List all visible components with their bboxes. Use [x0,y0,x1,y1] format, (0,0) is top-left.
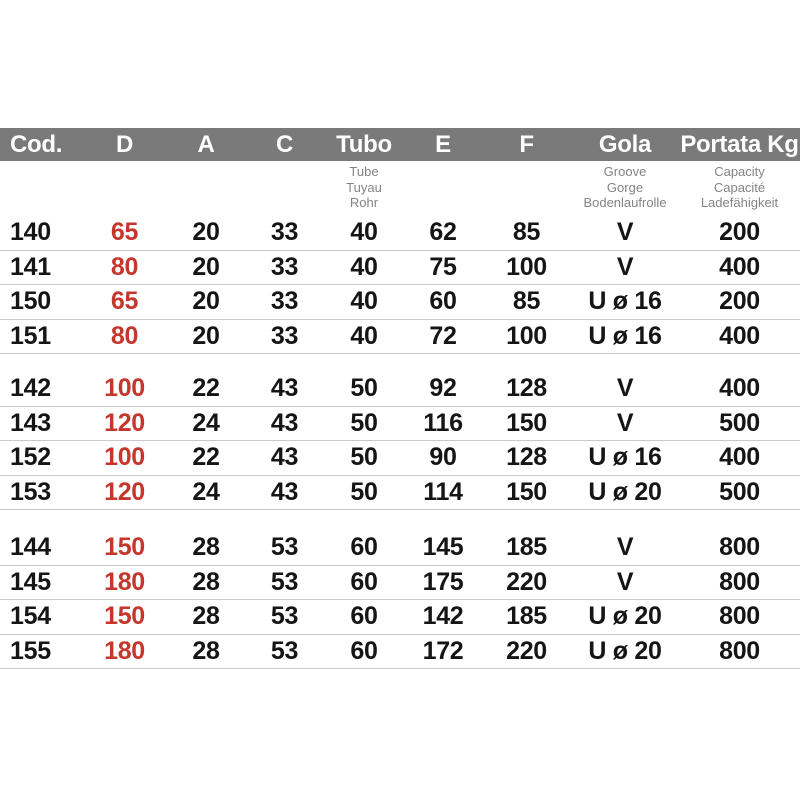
table-row-152 [0,441,800,476]
cell-f: 150 [506,408,547,437]
subheader-cell-cod [0,164,82,216]
subheader-label: Rohr [349,195,379,210]
cell-d: 150 [104,533,145,562]
cell-portata: 400 [719,374,760,403]
cell-f: 220 [506,636,547,665]
table-row-144 [0,531,800,566]
cell-d: 65 [110,287,139,316]
cell-d: 180 [104,567,145,596]
cell-a: 28 [192,602,220,631]
cell-a: 20 [192,252,220,281]
cell-cod: 151 [10,321,51,350]
cell-gola: U ø 16 [588,443,662,472]
cell-e: 60 [429,287,457,316]
cell-f: 185 [506,533,547,562]
row-group-1 [0,216,800,354]
cell-f: 128 [506,443,547,472]
table-row-150 [0,285,800,320]
cell-e: 142 [422,602,464,631]
subheader-cell-gola [571,164,679,216]
cell-d: 180 [104,636,145,665]
cell-cod: 150 [10,287,51,316]
cell-cod: 155 [10,636,51,665]
cell-portata: 400 [719,443,760,472]
cell-e: 175 [422,567,464,596]
cell-portata: 200 [719,287,760,316]
cell-f: 185 [506,602,547,631]
cell-c: 53 [270,636,299,665]
cell-c: 33 [270,252,299,281]
cell-f: 128 [506,374,547,403]
cell-c: 53 [270,602,299,631]
cell-a: 28 [192,567,220,596]
cell-d: 100 [104,443,145,472]
cell-gola: U ø 20 [588,636,662,665]
cell-e: 75 [429,252,457,281]
cell-cod: 154 [10,602,51,631]
cell-c: 33 [270,218,299,247]
header-cell-portata: Portata Kg [680,130,799,158]
cell-f: 150 [506,477,547,506]
cell-tubo: 60 [350,602,378,631]
cell-f: 100 [506,252,547,281]
cell-a: 28 [192,636,220,665]
table-row-141 [0,251,800,286]
cell-cod: 142 [10,374,51,403]
header-cell-f: F [519,130,534,158]
cell-gola: V [616,533,634,562]
subheader-label: Gorge [606,179,644,195]
row-group-2 [0,372,800,510]
cell-f: 100 [506,321,547,350]
table-row-151 [0,320,800,355]
subheader-cell-c [245,164,324,216]
cell-tubo: 50 [350,477,378,506]
cell-tubo: 60 [350,636,378,665]
cell-c: 53 [270,567,299,596]
cell-a: 24 [192,477,220,506]
cell-d: 65 [110,218,139,247]
cell-d: 120 [104,477,145,506]
subheader-label: Tuyau [346,179,382,195]
cell-gola: V [616,408,634,437]
cell-d: 100 [104,374,145,403]
cell-cod: 152 [10,443,51,472]
cell-c: 33 [270,321,299,350]
cell-cod: 144 [10,533,51,562]
table-row-145 [0,566,800,601]
table-row-143 [0,407,800,442]
cell-gola: V [616,218,634,247]
header-cell-tubo: Tubo [336,130,392,158]
cell-gola: V [616,252,634,281]
cell-d: 80 [110,321,139,350]
cell-c: 43 [270,374,299,403]
cell-c: 43 [270,477,299,506]
subheader-label: Groove [603,164,647,179]
cell-f: 85 [512,287,541,316]
cell-tubo: 60 [350,567,378,596]
cell-tubo: 40 [350,252,378,281]
subheader-cell-portata [679,164,800,216]
cell-a: 20 [192,218,220,247]
cell-e: 114 [423,477,463,506]
subheader-cell-e [404,164,482,216]
cell-f: 220 [506,567,547,596]
header-cell-d: D [115,130,134,158]
header-cell-gola: Gola [598,130,652,158]
cell-cod: 140 [10,218,51,247]
cell-e: 145 [422,533,464,562]
header-cell-e: E [435,130,451,158]
cell-gola: U ø 16 [588,287,662,316]
cell-e: 72 [429,321,457,350]
cell-c: 43 [270,443,299,472]
cell-tubo: 40 [350,321,378,350]
cell-gola: U ø 20 [588,477,662,506]
subheader-label: Ladefähigkeit [700,195,779,210]
cell-gola: V [616,567,634,596]
table-row-142 [0,372,800,407]
cell-e: 172 [422,636,464,665]
row-group-3 [0,531,800,669]
header-cell-a: A [197,130,215,158]
subheader-cell-a [167,164,245,216]
cell-cod: 153 [10,477,51,506]
subheader-label: Capacity [714,164,765,179]
subheader-label: Tube [349,164,379,179]
table-row-154 [0,600,800,635]
cell-a: 22 [192,443,220,472]
cell-cod: 145 [10,567,51,596]
subheader-label: Capacité [713,179,766,195]
cell-e: 92 [429,374,457,403]
cell-tubo: 60 [350,533,378,562]
table-subheader-row [0,161,800,216]
cell-portata: 800 [719,533,760,562]
table-header-row [0,128,800,161]
subheader-cell-tubo [324,164,404,216]
cell-portata: 400 [719,252,760,281]
header-cell-cod: Cod. [10,130,63,158]
cell-portata: 500 [719,408,760,437]
cell-tubo: 50 [350,408,378,437]
table-row-140 [0,216,800,251]
subheader-cell-d [82,164,167,216]
header-cell-c: C [275,130,294,158]
subheader-label: Bodenlaufrolle [583,195,667,210]
cell-portata: 200 [719,218,760,247]
cell-a: 28 [192,533,220,562]
cell-portata: 800 [719,636,760,665]
cell-d: 150 [104,602,145,631]
cell-tubo: 40 [350,218,378,247]
cell-d: 80 [110,252,139,281]
table-body [0,216,800,669]
cell-a: 20 [192,287,220,316]
cell-d: 120 [104,408,145,437]
subheader-cell-f [482,164,571,216]
cell-gola: U ø 16 [588,321,662,350]
table-row-153 [0,476,800,511]
cell-f: 85 [512,218,541,247]
cell-e: 90 [429,443,457,472]
cell-gola: U ø 20 [588,602,662,631]
cell-a: 20 [192,321,220,350]
table-row-155 [0,635,800,670]
cell-e: 62 [429,218,457,247]
cell-gola: V [616,374,634,403]
cell-a: 24 [192,408,220,437]
cell-c: 43 [270,408,299,437]
cell-portata: 800 [719,602,760,631]
cell-c: 33 [270,287,299,316]
cell-c: 53 [270,533,299,562]
cell-tubo: 50 [350,374,378,403]
cell-tubo: 40 [350,287,378,316]
cell-portata: 800 [719,567,760,596]
catalog-spec-table [0,128,800,669]
cell-cod: 143 [10,408,51,437]
cell-portata: 500 [719,477,760,506]
cell-a: 22 [192,374,220,403]
cell-cod: 141 [10,252,51,281]
cell-portata: 400 [719,321,760,350]
cell-e: 116 [423,408,463,437]
cell-tubo: 50 [350,443,378,472]
